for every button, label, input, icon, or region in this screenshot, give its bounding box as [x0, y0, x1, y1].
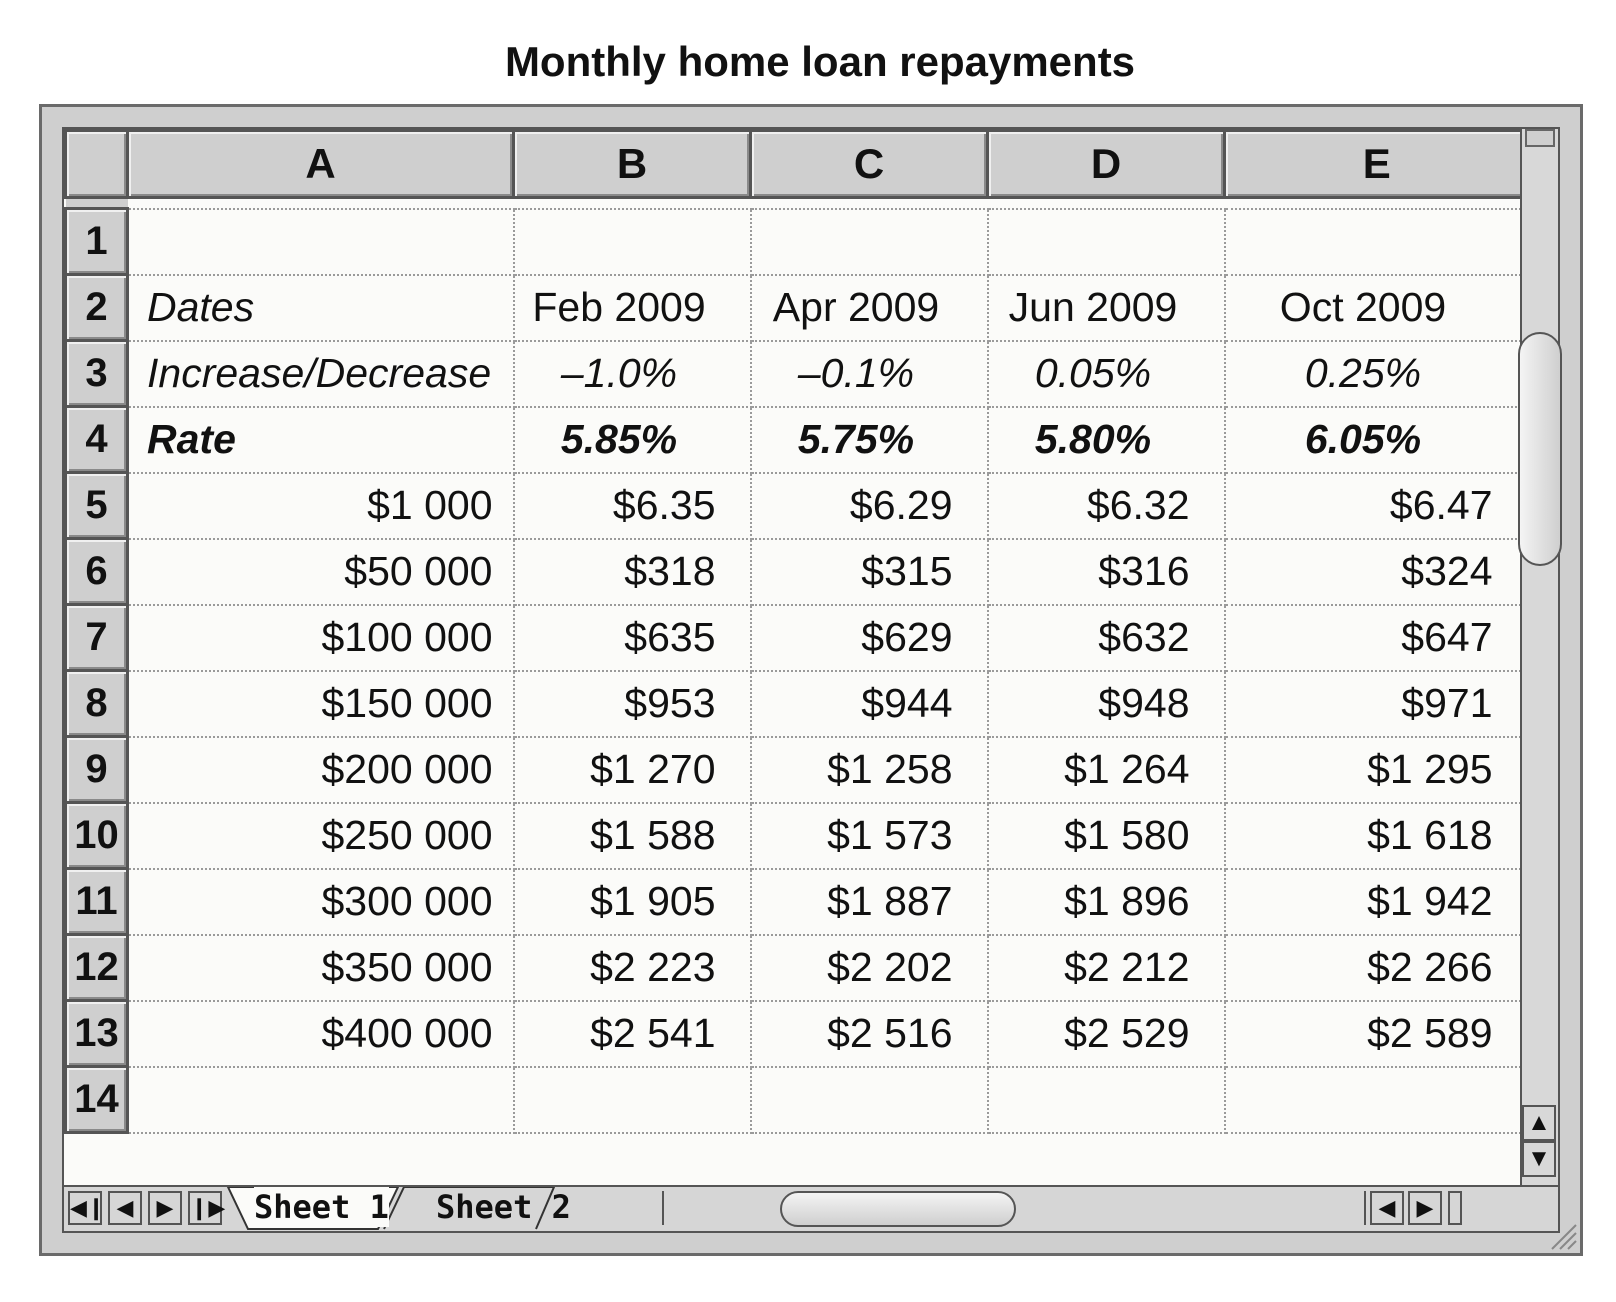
cell-a2[interactable]: Dates — [128, 275, 514, 341]
cell-d9[interactable]: $1 264 — [988, 737, 1225, 803]
select-all-corner[interactable] — [66, 131, 128, 198]
cell-a3[interactable]: Increase/Decrease — [128, 341, 514, 407]
cell-d4[interactable]: 5.80% — [988, 407, 1225, 473]
last-sheet-icon[interactable]: ❙▶ — [188, 1191, 222, 1225]
row-header-10[interactable]: 10 — [66, 803, 128, 869]
sheet-area — [62, 127, 1560, 1233]
prev-sheet-icon[interactable]: ◀ — [108, 1191, 142, 1225]
cell-e4[interactable]: 6.05% — [1225, 407, 1528, 473]
row-header-2[interactable]: 2 — [66, 275, 128, 341]
cell-a11[interactable]: $300 000 — [128, 869, 514, 935]
cell-c1[interactable] — [751, 209, 988, 275]
cell-d2[interactable]: Jun 2009 — [988, 275, 1225, 341]
cell-c10[interactable]: $1 573 — [751, 803, 988, 869]
cell-b14[interactable] — [514, 1067, 751, 1133]
cell-e8[interactable]: $971 — [1225, 671, 1528, 737]
cell-e6[interactable]: $324 — [1225, 539, 1528, 605]
cell-d1[interactable] — [988, 209, 1225, 275]
row-header-13[interactable]: 13 — [66, 1001, 128, 1067]
cell-b5[interactable]: $6.35 — [514, 473, 751, 539]
table-row — [66, 407, 1528, 473]
cell-a8[interactable]: $150 000 — [128, 671, 514, 737]
table-row — [66, 275, 1528, 341]
horizontal-scroll-thumb[interactable] — [780, 1191, 1016, 1227]
row-header-11[interactable]: 11 — [66, 869, 128, 935]
cell-b3[interactable]: –1.0% — [514, 341, 751, 407]
cell-d14[interactable] — [988, 1067, 1225, 1133]
scroll-down-icon[interactable]: ▼ — [1522, 1141, 1556, 1177]
cell-d11[interactable]: $1 896 — [988, 869, 1225, 935]
cell-e11[interactable]: $1 942 — [1225, 869, 1528, 935]
cell-e2[interactable]: Oct 2009 — [1225, 275, 1528, 341]
cell-a13[interactable]: $400 000 — [128, 1001, 514, 1067]
cell-a6[interactable]: $50 000 — [128, 539, 514, 605]
column-header-c[interactable]: C — [751, 131, 988, 198]
cell-b11[interactable]: $1 905 — [514, 869, 751, 935]
table-row — [66, 935, 1528, 1001]
column-header-e[interactable]: E — [1225, 131, 1528, 198]
cell-c13[interactable]: $2 516 — [751, 1001, 988, 1067]
cell-b13[interactable]: $2 541 — [514, 1001, 751, 1067]
table-row — [66, 737, 1528, 803]
row-header-9[interactable]: 9 — [66, 737, 128, 803]
cell-b7[interactable]: $635 — [514, 605, 751, 671]
spreadsheet-grid — [64, 129, 1529, 1134]
cell-d8[interactable]: $948 — [988, 671, 1225, 737]
sheet-tab-bar — [64, 1185, 1558, 1231]
cell-a10[interactable]: $250 000 — [128, 803, 514, 869]
horizontal-scrollbar[interactable] — [662, 1191, 1366, 1225]
scroll-left-icon[interactable]: ◀ — [1370, 1191, 1404, 1225]
resize-grip-icon[interactable] — [1542, 1215, 1578, 1251]
cell-a12[interactable]: $350 000 — [128, 935, 514, 1001]
cell-d3[interactable]: 0.05% — [988, 341, 1225, 407]
table-row — [66, 671, 1528, 737]
row-header-12[interactable]: 12 — [66, 935, 128, 1001]
cell-c5[interactable]: $6.29 — [751, 473, 988, 539]
vertical-scrollbar[interactable] — [1520, 129, 1558, 1187]
column-header-d[interactable]: D — [988, 131, 1225, 198]
cell-a1[interactable] — [128, 209, 514, 275]
cell-c7[interactable]: $629 — [751, 605, 988, 671]
first-sheet-icon[interactable]: ◀❙ — [68, 1191, 102, 1225]
row-header-5[interactable]: 5 — [66, 473, 128, 539]
table-row — [66, 539, 1528, 605]
cell-c8[interactable]: $944 — [751, 671, 988, 737]
vertical-scroll-thumb[interactable] — [1518, 332, 1562, 566]
table-row — [66, 803, 1528, 869]
cell-b6[interactable]: $318 — [514, 539, 751, 605]
row-header-3[interactable]: 3 — [66, 341, 128, 407]
cell-c11[interactable]: $1 887 — [751, 869, 988, 935]
cell-a4[interactable]: Rate — [128, 407, 514, 473]
cell-e12[interactable]: $2 266 — [1225, 935, 1528, 1001]
cell-d10[interactable]: $1 580 — [988, 803, 1225, 869]
cell-b12[interactable]: $2 223 — [514, 935, 751, 1001]
scroll-right-icon[interactable]: ▶ — [1408, 1191, 1442, 1225]
cell-e1[interactable] — [1225, 209, 1528, 275]
spreadsheet-window — [39, 104, 1583, 1256]
scroll-up-icon[interactable]: ▲ — [1522, 1105, 1556, 1141]
table-row — [66, 1001, 1528, 1067]
row-header-14[interactable]: 14 — [66, 1067, 128, 1133]
cell-e5[interactable]: $6.47 — [1225, 473, 1528, 539]
cell-d6[interactable]: $316 — [988, 539, 1225, 605]
cell-c4[interactable]: 5.75% — [751, 407, 988, 473]
cell-b2[interactable]: Feb 2009 — [514, 275, 751, 341]
cell-e3[interactable]: 0.25% — [1225, 341, 1528, 407]
split-box[interactable] — [1525, 129, 1555, 147]
cell-c12[interactable]: $2 202 — [751, 935, 988, 1001]
chart-title: Monthly home loan repayments — [504, 38, 1136, 85]
cell-e7[interactable]: $647 — [1225, 605, 1528, 671]
cell-c9[interactable]: $1 258 — [751, 737, 988, 803]
row-header-4[interactable]: 4 — [66, 407, 128, 473]
table-row — [66, 473, 1528, 539]
cell-b4[interactable]: 5.85% — [514, 407, 751, 473]
cell-a9[interactable]: $200 000 — [128, 737, 514, 803]
cell-d13[interactable]: $2 529 — [988, 1001, 1225, 1067]
table-row — [66, 1067, 1528, 1133]
column-header-a[interactable]: A — [128, 131, 514, 198]
cell-b1[interactable] — [514, 209, 751, 275]
cell-c3[interactable]: –0.1% — [751, 341, 988, 407]
cell-e13[interactable]: $2 589 — [1225, 1001, 1528, 1067]
cell-a5[interactable]: $1 000 — [128, 473, 514, 539]
cell-b10[interactable]: $1 588 — [514, 803, 751, 869]
row-header-6[interactable]: 6 — [66, 539, 128, 605]
table-row — [66, 869, 1528, 935]
cell-d7[interactable]: $632 — [988, 605, 1225, 671]
split-handle[interactable] — [1448, 1191, 1462, 1225]
cell-a7[interactable]: $100 000 — [128, 605, 514, 671]
cell-c2[interactable]: Apr 2009 — [751, 275, 988, 341]
table-row — [66, 209, 1528, 275]
cell-b9[interactable]: $1 270 — [514, 737, 751, 803]
tab-sheet-1[interactable]: Sheet 1 — [254, 1188, 389, 1226]
cell-e9[interactable]: $1 295 — [1225, 737, 1528, 803]
cell-a14[interactable] — [128, 1067, 514, 1133]
cell-b8[interactable]: $953 — [514, 671, 751, 737]
cell-d5[interactable]: $6.32 — [988, 473, 1225, 539]
row-header-1[interactable]: 1 — [66, 209, 128, 275]
row-header-8[interactable]: 8 — [66, 671, 128, 737]
cell-e10[interactable]: $1 618 — [1225, 803, 1528, 869]
cell-c6[interactable]: $315 — [751, 539, 988, 605]
cell-d12[interactable]: $2 212 — [988, 935, 1225, 1001]
cell-e14[interactable] — [1225, 1067, 1528, 1133]
tab-sheet-2[interactable]: Sheet 2 — [436, 1188, 571, 1226]
cell-c14[interactable] — [751, 1067, 988, 1133]
table-row — [66, 605, 1528, 671]
table-row — [66, 341, 1528, 407]
next-sheet-icon[interactable]: ▶ — [148, 1191, 182, 1225]
column-header-b[interactable]: B — [514, 131, 751, 198]
row-header-7[interactable]: 7 — [66, 605, 128, 671]
